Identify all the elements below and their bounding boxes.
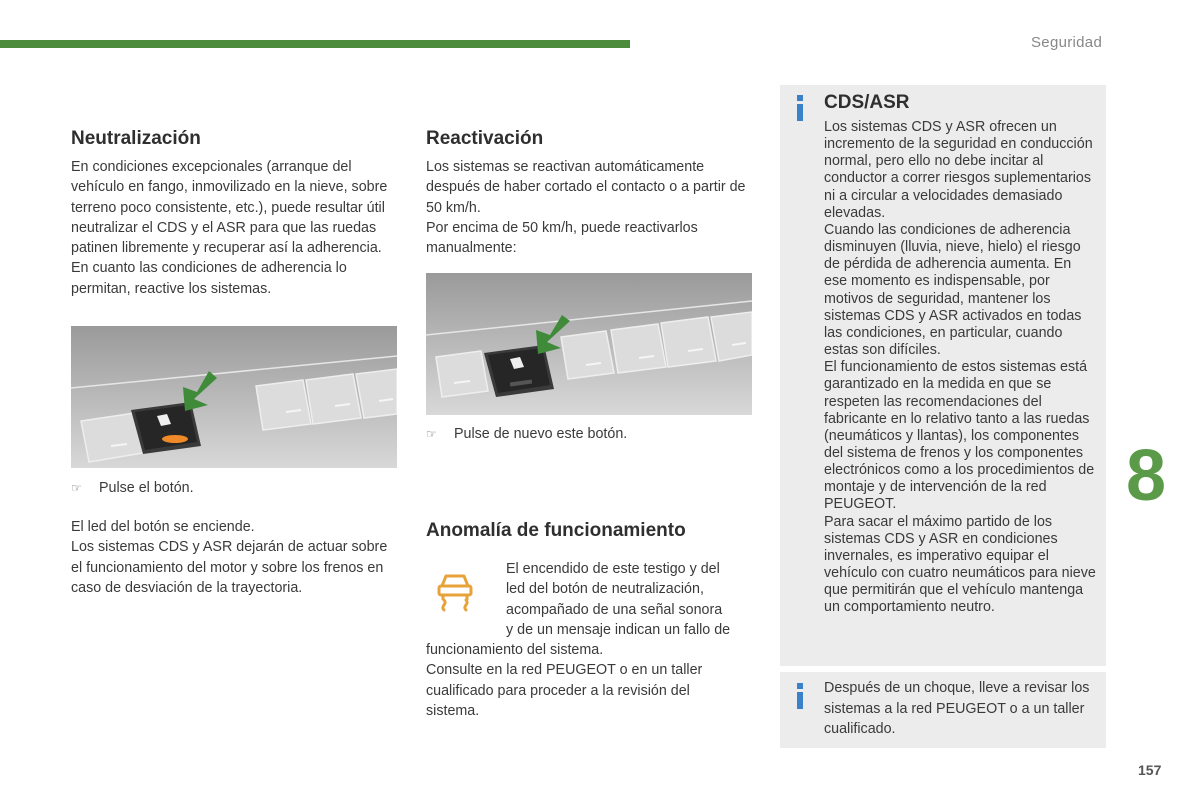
section-label: Seguridad [1031, 34, 1103, 51]
reactivacion-step [426, 426, 627, 442]
neutralizacion-result-1: El led del botón se enciende. [71, 519, 255, 535]
neutralizacion-paragraph: En condiciones excepcionales (arranque del vehículo en fango, inmovilizado en la nieve, sobre terreno poco consistente, etc.), puede resultar útil neutralizar el CDS y el ASR para que las ruedas patinen libremente y recuperar así la adherencia. [71, 159, 388, 257]
neutralizacion-result-2: Los sistemas CDS y ASR dejarán de actuar sobre el funcionamiento del motor y sobre los frenos en caso de desviación de la trayectoria. [71, 539, 388, 596]
skid-warning-icon [436, 572, 474, 612]
neutralize-button-photo [71, 326, 397, 468]
anomalia-line-2: led del botón de neutralización, [506, 581, 704, 598]
cds-asr-paragraph-1: Los sistemas CDS y ASR ofrecen un incremento de la seguridad en conducción normal, pero ello no debe incitar al conductor a correr riesgos suplementarios ni a circular a velocidades demasiado elevadas. [824, 119, 1093, 221]
neutralizacion-paragraph-2: En cuanto las condiciones de adherencia lo permitan, reactive los sistemas. [71, 260, 347, 297]
neutralizacion-heading: Neutralización [71, 128, 201, 149]
anomalia-line-4: y de un mensaje indican un fallo de [506, 621, 731, 638]
choque-info-box [780, 672, 1106, 748]
chapter-number: 8 [1126, 436, 1167, 516]
anomalia-rest-1: funcionamiento del sistema. [426, 642, 604, 658]
anomalia-lines [506, 559, 756, 640]
neutralizacion-step-text: Pulse el botón. [99, 480, 194, 496]
header-accent-bar [0, 40, 630, 48]
anomalia-line-1: El encendido de este testigo y del [506, 561, 720, 577]
anomalia-heading: Anomalía de funcionamiento [426, 520, 686, 541]
anomalia-rest [426, 640, 746, 721]
reactivate-button-photo [426, 273, 752, 415]
info-icon [795, 683, 805, 709]
neutralizacion-body [71, 157, 391, 299]
cds-asr-paragraph-2: Cuando las condiciones de adherencia disminuyen (lluvia, nieve, hielo) el riesgo de pérdida de adherencia aumenta. En ese momento es indispensable, por motivos de seguridad, mantener los sistemas CDS y ASR activados en todas las condiciones, en particular, cuando estas son difíciles. [824, 221, 1082, 359]
neutralizacion-result [71, 517, 395, 598]
page-number: 157 [1138, 762, 1162, 778]
cds-asr-paragraph-3: El funcionamiento de estos sistemas está garantizado en la medida en que se respeten las recomendaciones del fabricante en lo relativo tanto a las ruedas (neumáticos y llantas), los componentes del sistema de frenos y los componentes electrónicos como a los procedimientos de montaje y de intervención de la red PEUGEOT. [824, 359, 1095, 513]
cds-asr-text [824, 119, 1096, 617]
neutralizacion-step [71, 480, 194, 496]
info-icon [795, 95, 805, 121]
cds-asr-paragraph-4: Para sacar el máximo partido de los sistemas CDS y ASR en condiciones invernales, es imperativo equipar el vehículo con cuatro neumáticos para nieve que permitirán que el vehículo mantenga un comportamiento neutro. [824, 513, 1096, 616]
reactivacion-paragraph-2: Por encima de 50 km/h, puede reactivarlos manualmente: [426, 219, 698, 257]
anomalia-rest-2: Consulte en la red PEUGEOT o en un taller cualificado para proceder a la revisión del sistema. [426, 662, 703, 719]
anomalia-line-3: acompañado de una señal sonora [506, 601, 723, 618]
pointer-icon: ☞ [71, 481, 82, 495]
pointer-icon: ☞ [426, 427, 437, 441]
reactivacion-heading: Reactivación [426, 128, 544, 149]
reactivacion-step-text: Pulse de nuevo este botón. [454, 426, 628, 442]
reactivacion-paragraph: Los sistemas se reactivan automáticamente después de haber cortado el contacto o a partir de 50 km/h. [426, 159, 746, 216]
cds-asr-title: CDS/ASR [824, 92, 910, 113]
cds-asr-info-box [780, 85, 1106, 666]
choque-text: Después de un choque, lleve a revisar los sistemas a la red PEUGEOT o a un taller cualificado. [824, 680, 1090, 737]
reactivacion-body [426, 157, 756, 258]
